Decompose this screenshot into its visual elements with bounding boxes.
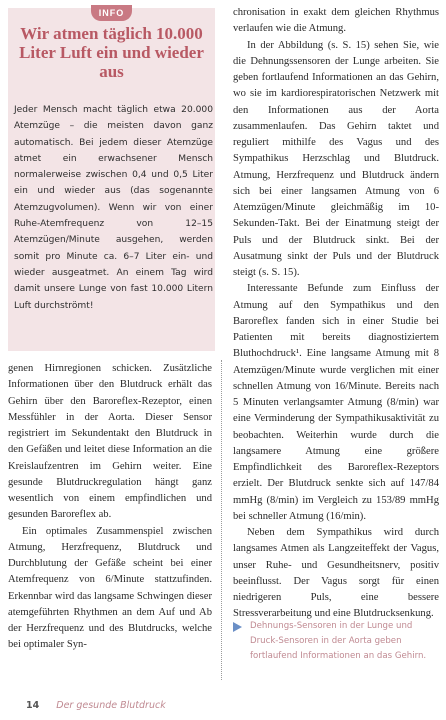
paragraph: genen Hirnregionen schicken. Zusätzliche Informationen über den Blutdruck erhält das Gehirn über den Baroreflex-Rezeptor, einen Messfühler in der Aorta. Dieser Sensor registriert im Sekundentakt den Blutdruck in den Gefäßen und leitet diese Information an die Kreislaufzentren im Gehirn weiter. Eine gesunde Blutdruckregulation hängt ganz wesentlich von einem empfindlichen und gesunden Baroreflex ab. <box>8 363 212 521</box>
left-column <box>8 361 212 654</box>
paragraph: chronisation in exakt dem gleichen Rhythmus verlaufen wie die Atmung. <box>233 7 439 35</box>
info-box-text: Jeder Mensch macht täglich etwa 20.000 Atemzüge – die meisten davon ganz automatisch. Bei jedem dieser Atemzüge atmet ein erwachsener Mensch normalerweise zwischen 0,4 und 0,5 Liter ein und wieder aus (das sogenannte Atemzugvolumen). Wenn wir von einer Ruhe-Atemfrequenz von 12–15 Atemzügen/Minute ausgehen, werden somit pro Minute ca. 6–7 Liter ein- und wieder ausgeatmet. An einem Tag wird damit unsere Lunge von fast 10.000 Litern Luft durchströmt! <box>14 105 213 311</box>
figure-caption-text: Dehnungs-Sensoren in der Lunge und Druck-Sensoren in der Aorta geben fortlaufend Informationen an das Gehirn. <box>250 621 427 662</box>
triangle-pointer-icon <box>233 622 242 632</box>
figure-caption <box>233 619 438 665</box>
page-footer <box>26 700 166 711</box>
info-badge: INFO <box>91 5 132 21</box>
paragraph: Ein optimales Zusammenspiel zwischen Atmung, Herzfrequenz, Blutdruck und Durchblutung der Gefäße scheint bei einer Atemfrequenz von 6/Minute stattzufinden. Erkennbar wird das langsame Schwingen dieser atemgeführten Rhythmen an dem Auf und Ab der Herzfrequenz und des Blutdrucks, welche bei optimaler Syn- <box>8 525 212 651</box>
right-column <box>233 5 439 623</box>
page-number: 14 <box>26 700 40 711</box>
info-box <box>8 8 215 351</box>
column-divider <box>221 360 222 680</box>
paragraph: In der Abbildung (s. S. 15) sehen Sie, wie die Dehnungssensoren der Lunge arbeiten. Sie geben fortlaufend Informationen an das Gehirn, wo sie im kardiorespiratorischen Netzwerk mit den Informationen aus der Aorta zusammenlaufen. Das Gehirn taktet und reguliert mithilfe des Vagus und des Sympathikus Herzschlag und Blutdruck. Atmung, Herzfrequenz und Blutdruck ändern sich bei einer langsamen Atmung von 6 Atemzügen/Minute gleichmäßig im 10-Sekunden-Takt. Bei der Einatmung steigt der Puls und der Blutdruck sinkt. Bei der Ausatmung sinkt der Puls und der Blutdruck steigt (s. S. 15). <box>233 39 439 278</box>
running-title: Der gesunde Blutdruck <box>56 700 166 711</box>
paragraph: Neben dem Sympathikus wird durch langsames Atmen als Langzeiteffekt der Vagus, unser Ruhe- und Gesundheitsnerv, positiv beeinflusst. Der Vagus sorgt für einen niedrigeren Puls, eine bessere Stressverarbeitung und eine Blutdrucksenkung. <box>233 527 439 620</box>
info-box-title: Wir atmen täglich 10.000 Liter Luft ein und wieder aus <box>19 24 204 81</box>
paragraph: Interessante Befunde zum Einfluss der Atmung auf den Sympathikus und den Baroreflex fanden sich in einer Studie bei Patienten mit bereits diagnostiziertem Bluthochdruck¹. Eine langsame Atmung mit 8 Atemzügen/Minute wurde verglichen mit einer schnellen Atmung von 16/Minute. Bereits nach 5 Minuten verlangsamter Atmung (8/min) war eine Verminderung der Sympathikusaktivität zu beobachten. Weiterhin wurde durch die langsamere Atmung eine größere Empfindlichkeit des Baroreflex-Rezeptors erzielt. Der Blutdruck senkte sich auf 147/84 mmHg (8/min) im Vergleich zu 153/89 mmHg bei schneller Atmung (16/min). <box>233 283 439 522</box>
